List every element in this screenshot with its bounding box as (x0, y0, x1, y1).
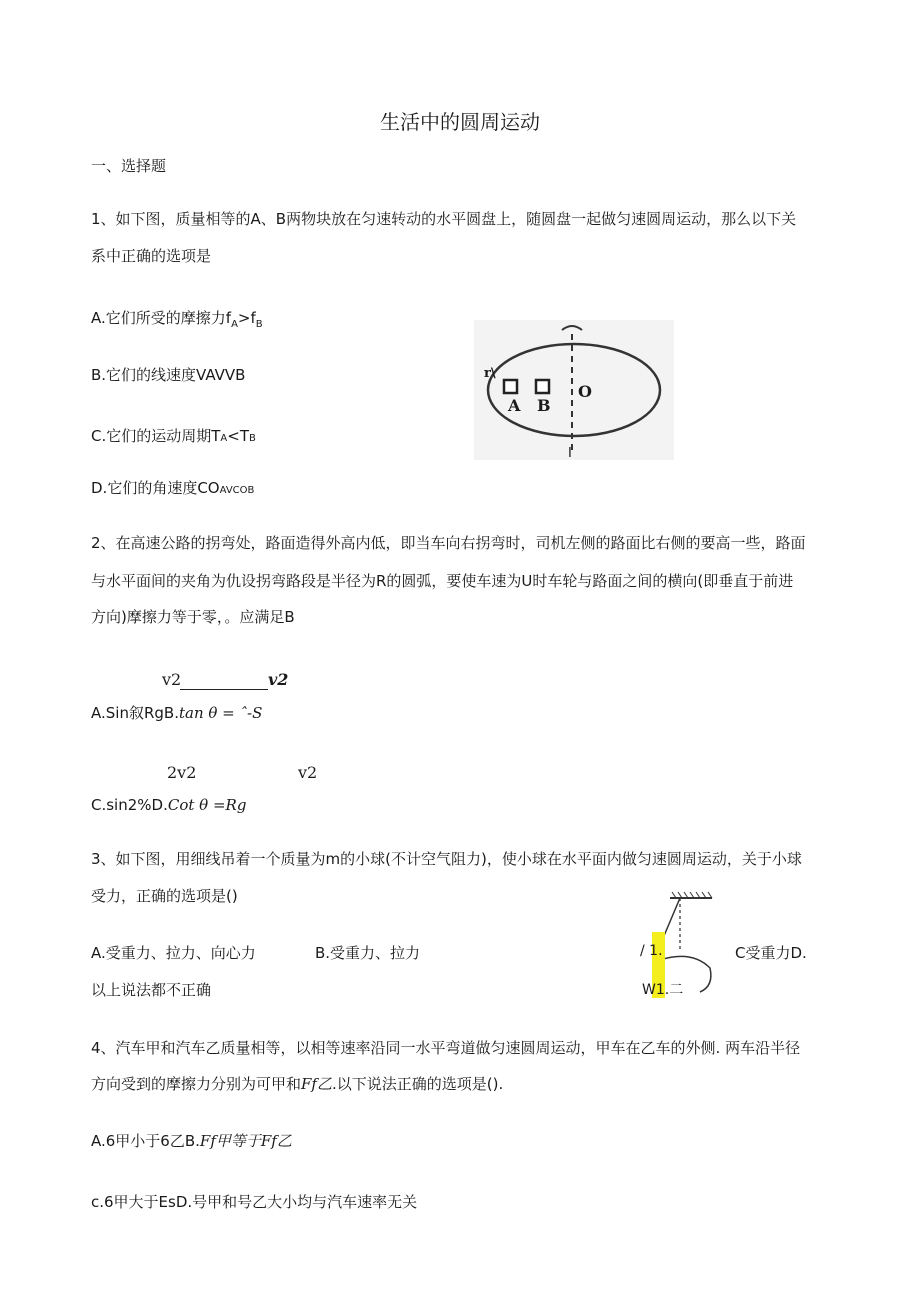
q1-option-c-sub1: A (220, 433, 228, 444)
q4-stem-line1: 4、汽车甲和汽车乙质量相等，以相等速率沿同一水平弯道做匀速圆周运动，甲车在乙车的外侧. 两车沿半径 (91, 1039, 801, 1057)
q3-pendulum-figure (630, 888, 730, 1003)
q2-option-cd (91, 795, 246, 815)
q4-stem-line2-a: 方向受到的摩擦力分别为可甲和 (91, 1075, 302, 1093)
disk-label-r: r\ (484, 366, 496, 381)
q4-stem-line2-b: Ff乙 (301, 1075, 332, 1093)
disk-label-b: B (537, 396, 551, 415)
q2-option-ab-a: A.Sin叙RgB. (91, 704, 179, 722)
q2-stem-line1: 2、在高速公路的拐弯处，路面造得外高内低，即当车向右拐弯时，司机左侧的路面比右侧的要高一些，路面 (91, 534, 806, 552)
q4-option-ab-b: Ff甲等于Ff乙 (199, 1132, 292, 1150)
disk-label-o: O (578, 382, 592, 401)
q1-option-d-sub1: A (219, 485, 226, 496)
pendulum-text-2: W1.二 (642, 982, 684, 998)
q2-frac1-num-a: v2 (162, 670, 182, 689)
q1-option-c-sub2: B (248, 433, 256, 444)
page-title: 生活中的圆周运动 (380, 110, 540, 134)
q1-option-a-sub2: B (255, 319, 263, 330)
q1-stem-line2: 系中正确的选项是 (91, 247, 212, 265)
q3-option-cd-tail: C受重力D. (735, 944, 807, 962)
q3-stem-line2: 受力，正确的选项是() (91, 887, 238, 905)
q1-option-d (91, 478, 254, 501)
q1-option-c-mid: <T (227, 427, 249, 445)
section-heading: 一、选择题 (91, 157, 167, 175)
q2-stem-line3: 方向)摩擦力等于零，。应满足B (91, 608, 295, 626)
q2-option-ab (91, 703, 262, 723)
q1-option-a-text: A.它们所受的摩擦力f (91, 309, 232, 327)
disk-label-a: A (508, 396, 521, 415)
q2-fraction-line (180, 689, 268, 690)
q1-option-d-mid: VCO (225, 485, 248, 496)
q3-option-a: A.受重力、拉力、向心力 (91, 944, 256, 962)
q2-frac1-num-b: v2 (268, 670, 289, 689)
q3-option-d-line2: 以上说法都不正确 (91, 981, 212, 999)
q1-stem-line1: 1、如下图，质量相等的A、B两物块放在匀速转动的水平圆盘上，随圆盘一起做匀速圆周运动，那么以下关 (91, 210, 797, 228)
disk-label-bottom: I (568, 446, 572, 461)
q2-option-ab-b: tan θ = ˆ-S (178, 704, 263, 722)
q1-option-d-sub2: B (247, 485, 255, 496)
disk-drawing (474, 320, 674, 460)
q2-stem-line2: 与水平面间的夹角为仇设拐弯路段是半径为R的圆弧，要使车速为U时车轮与路面之间的横向(即垂直于前进 (91, 572, 794, 590)
q1-option-d-text: D.它们的角速度CO (91, 479, 220, 497)
q1-option-c (91, 426, 256, 449)
q3-stem-line1: 3、如下图，用细线吊着一个质量为m的小球(不计空气阻力)，使小球在水平面内做匀速圆周运动，关于小球 (91, 850, 802, 868)
q3-option-b: B.受重力、拉力 (315, 944, 421, 962)
q4-stem-line2 (91, 1074, 503, 1094)
q1-option-a (91, 308, 263, 335)
q1-option-b: B.它们的线速度VAVVB (91, 366, 246, 384)
q4-option-cd: c.6甲大于EsD.号甲和号乙大小均与汽车速率无关 (91, 1193, 418, 1211)
q2-option-cd-b: Cot θ =Rg (167, 796, 247, 814)
q1-option-a-mid: >f (237, 309, 256, 327)
q1-disk-figure (474, 320, 674, 460)
q2-frac2-num-b: v2 (298, 763, 318, 782)
q4-option-ab (91, 1131, 292, 1151)
pendulum-text-1: / 1. (640, 943, 663, 959)
q2-option-cd-a: C.sin2%D. (91, 796, 168, 814)
q1-option-c-text: C.它们的运动周期T (91, 427, 221, 445)
q4-stem-line2-c: .以下说法正确的选项是(). (331, 1075, 504, 1093)
q2-frac2-num-a: 2v2 (167, 763, 197, 782)
q1-option-a-sub1: A (231, 319, 238, 330)
q4-option-ab-a: A.6甲小于6乙B. (91, 1132, 200, 1150)
